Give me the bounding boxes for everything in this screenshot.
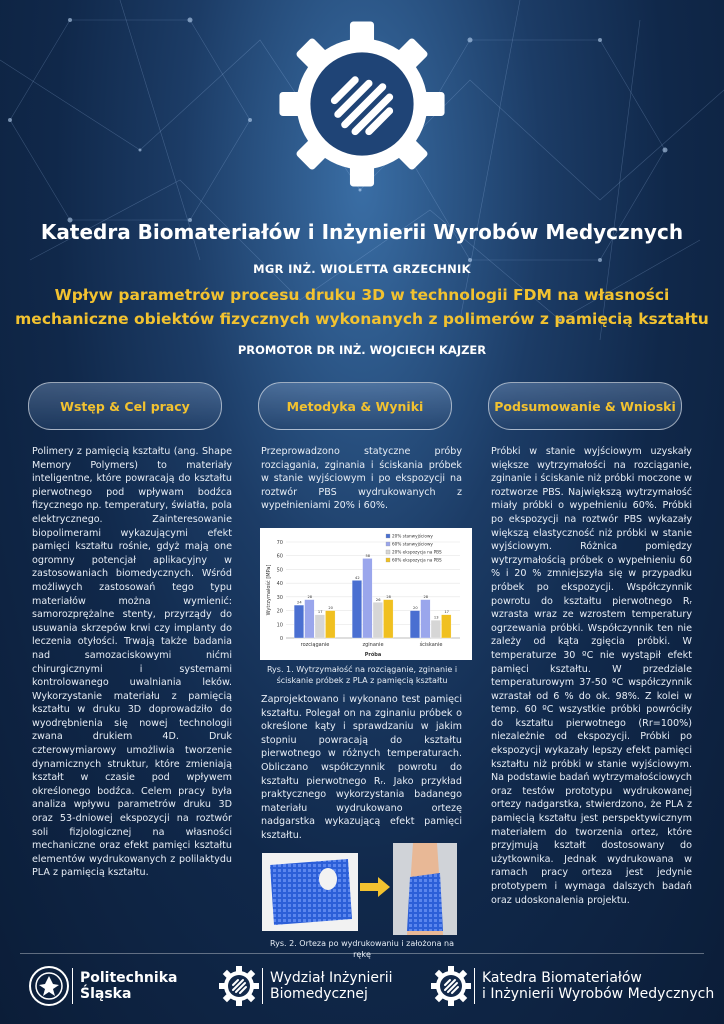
faculty-line-2: Biomedycznej <box>270 986 368 1002</box>
methods-text-1 <box>261 445 462 513</box>
bar-value-label: 28 <box>423 595 429 600</box>
methods-text-2 <box>261 693 462 843</box>
bar-value-label: 58 <box>365 553 371 558</box>
summary-text <box>491 445 692 907</box>
legend-entry: 60% ekspozycja na PBS <box>392 557 442 563</box>
bar-value-label: 28 <box>307 595 313 600</box>
legend-swatch <box>386 558 390 562</box>
department-gear-icon <box>430 965 472 1007</box>
y-tick-label: 10 <box>276 622 283 629</box>
department-title: Katedra Biomateriałów i Inżynierii Wyrobów Medycznych <box>40 220 684 244</box>
bar-value-label: 17 <box>317 610 323 615</box>
intro-paragraph: Polimery z pamięcią kształtu (ang. Shape Memory Polymers) to materiały inteligentne, które powracają do kształtu pierwotnego pod wpływam bodźca fizycznego np. temperatury, światła, pola elektrycznego. Zainteresowanie biopolimerami wykazującymi efekt pamięci kształtu rośnie, gdyż mają one ogromny potencjał aplikacyjny w zastosowaniach biomedycznych. Wśród możliwych zastosowań tego typu materiałów można wymienić: samorozprężalne stenty, przyrządy do usuwania skrzepów krwi czy implanty do leczenia otyłości. Trwają także badania nad samozaciskowymi nićmi chirurgicznymi i systemami kontrolowanego uwalniania leków. Wykorzystanie materiału z pamięcią kształtu w druku 3D doprowadziło do wyodrębnienia się nowej technologii zwana drukiem 4D. Druk czterowymiarowy umożliwia tworzenie dynamicznych struktur, które zmieniają kształt w czasie pod wpływem określonego bodźca. Celem pracy była analiza wpływu parametrów druku 3D oraz 53-dniowej ekspozycji na roztwór soli fizjologicznej na własności mechaniczne oraz efekt pamięci kształtu elementów wydrukowanych z polilaktydu PLA z pamięcią kształtu. <box>32 446 232 879</box>
footer-divider <box>20 953 704 954</box>
worn-orthosis-photo <box>393 843 457 935</box>
category-label: zginanie <box>362 642 384 648</box>
footer-separator-2 <box>262 968 263 1004</box>
chart-bar <box>410 611 420 638</box>
y-tick-label: 20 <box>276 608 283 615</box>
legend-swatch <box>386 534 390 538</box>
chart-bar <box>441 615 451 638</box>
bar-value-label: 17 <box>444 610 449 615</box>
arrow-right-icon <box>358 876 392 898</box>
bar-value-label: 20 <box>413 606 418 611</box>
department-footer-name <box>482 970 714 1002</box>
bar-value-label: 42 <box>355 575 360 580</box>
department-footer-line-1: Katedra Biomateriałów <box>482 970 642 986</box>
figure-1-caption: Rys. 1. Wytrzymałość na rozciąganie, zginanie i ściskanie próbek z PLA z pamięcią kształtu <box>266 665 458 685</box>
y-tick-label: 50 <box>276 567 283 574</box>
university-name <box>80 970 177 1002</box>
category-label: rozciąganie <box>300 642 330 648</box>
bar-value-label: 24 <box>297 600 302 605</box>
legend-swatch <box>386 542 390 546</box>
chart-bar <box>373 602 383 638</box>
bar-value-label: 13 <box>433 615 439 620</box>
methods-paragraph-1: Przeprowadzono statyczne próby rozciągania, zginania i ściskania próbek w stanie wyjściowym i po ekspozycji na roztwór PBS wydrukowanych z wypełnieniami 20% i 60%. <box>261 446 462 512</box>
promotor-name: PROMOTOR DR INŻ. WOJCIECH KAJZER <box>237 343 487 357</box>
department-footer-line-2: i Inżynierii Wyrobów Medycznych <box>482 986 715 1002</box>
intro-section-header: Wstęp & Cel pracy <box>28 382 222 430</box>
y-axis-label: Wytrzymałość [MPa] <box>266 564 272 616</box>
thesis-title: Wpływ parametrów procesu druku 3D w technologii FDM na własności mechaniczne obiektów fizycznych wykonanych z polimerów z pamięcią kształtu <box>15 286 709 328</box>
chart-bar <box>352 580 362 638</box>
legend-entry: 60% stanwyjściowy <box>392 541 433 547</box>
bar-value-label: 28 <box>386 595 391 600</box>
faculty-line-1: Wydział Inżynierii <box>270 970 393 986</box>
faculty-name <box>270 970 393 1002</box>
author-name: MGR INŻ. WIOLETTA GRZECHNIK <box>253 262 471 276</box>
gear-logo-icon <box>276 18 448 190</box>
y-tick-label: 0 <box>279 636 283 642</box>
university-line-1: Politechnika <box>80 970 178 986</box>
legend-swatch <box>386 550 390 554</box>
chart-bar <box>421 600 431 638</box>
methods-paragraph-2: Zaprojektowano i wykonano test pamięci kształtu. Polegał on na zginaniu próbek o określone kąty i sprawdzaniu w jakim stopniu powracają do kształtu pierwotnego w różnych temperaturach. Obliczano współczynnik powrotu do kształtu pierwotnego Rᵣ. Jako przykład praktycznego wykorzystania badanego materiału wydrukowano ortezę nadgarstka wykazującą efekt pamięci kształtu. <box>261 694 462 841</box>
university-emblem-icon <box>28 965 70 1007</box>
chart-canvas <box>260 528 472 660</box>
intro-text <box>32 445 232 880</box>
summary-section-header: Podsumowanie & Wnioski <box>488 382 682 430</box>
chart-bar <box>431 620 441 638</box>
chart-bar <box>325 611 335 638</box>
bar-value-label: 26 <box>375 597 381 602</box>
summary-paragraph: Próbki w stanie wyjściowym uzyskały większe wytrzymałości na rozciąganie, zginanie i ściskanie niż próbki moczone w roztworze PBS. Największą wytrzymałość miały próbki o wypełnieniu 60%. Próbki po ekspozycji na roztwór PBS wykazały większą elastyczność niż próbki w stanie wyjściowym. Różnica pomiędzy wytrzymałością próbek o wypełnieniu 60 % i 20 % zmniejszyła się w przypadku próbek po ekspozycji. Współczynnik powrotu do kształtu pierwotnego Rᵣ wzrasta wraz ze wzrostem temperatury ogrzewania próbki. Współczynnik ten nie zależy od kąta zgięcia próbki. W temperaturze 30 ºC nie wystąpił efekt pamięci kształtu. W przedziale temperaturowym 37-50 ºC współczynnik wzrastał od 6 % do ok. 98%. Z kolei w temp. 60 ºC wszystkie próbki powróciły do kształtu pierwotnego (Rr=100%) niezależnie od ekspozycji. Próbki po ekspozycji wykazały lepszy efekt pamięci kształtu niż próbki w stanie wyjściowym. Na podstawie badań wytrzymałościowych oraz testów prototypu wydrukowanej ortezy nadgarstka, stwierdzono, że PLA z pamięcią kształtu jest perspektywicznym materiałem do tworzenia ortez, które przyjmują kształt dostosowany do użytkownika. Jednak wydrukowana w ramach pracy orteza jest jedynie prototypem i wymaga dalszych badań oraz udoskonalenia projektu. <box>491 446 692 906</box>
footer-separator-3 <box>474 968 475 1004</box>
chart-bar <box>305 600 315 638</box>
printed-orthosis-photo <box>262 853 358 931</box>
y-tick-label: 30 <box>276 594 283 601</box>
x-axis-label: Próba <box>364 652 382 658</box>
y-tick-label: 60 <box>276 553 283 560</box>
legend-entry: 20% ekspozycja na PBS <box>392 549 442 555</box>
chart-bar <box>294 605 304 638</box>
footer-separator-1 <box>72 968 73 1004</box>
chart-bar <box>363 558 373 638</box>
y-tick-label: 40 <box>276 581 283 588</box>
y-tick-label: 70 <box>276 540 283 546</box>
methods-section-header: Metodyka & Wyniki <box>258 382 452 430</box>
strength-chart <box>260 528 472 660</box>
bar-value-label: 20 <box>328 606 333 611</box>
figure-2-caption: Rys. 2. Orteza po wydrukowaniu i założona na rękę <box>269 939 454 959</box>
category-label: ściskanie <box>419 642 443 648</box>
faculty-gear-icon <box>218 965 260 1007</box>
chart-bar <box>315 615 325 638</box>
legend-entry: 20% stanwyjściowy <box>392 533 433 539</box>
chart-bar <box>383 600 393 638</box>
university-line-2: Śląska <box>80 986 132 1002</box>
